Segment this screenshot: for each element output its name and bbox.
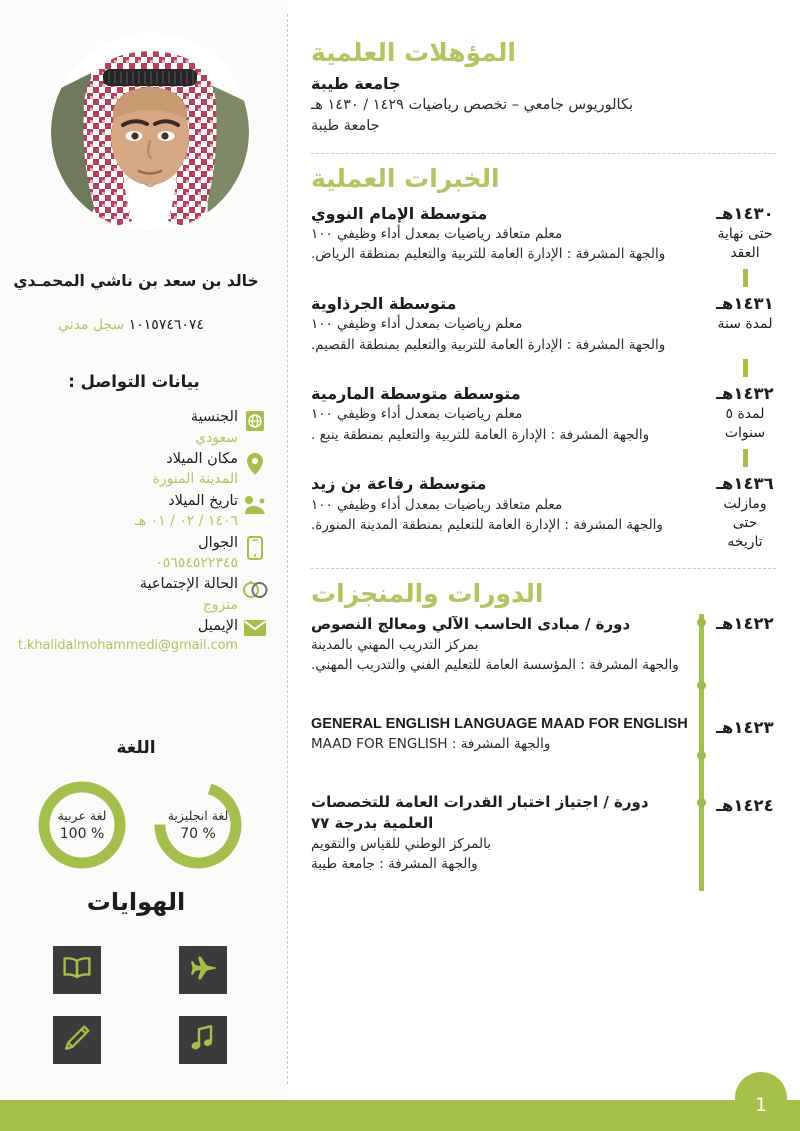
- course-title-en: GENERAL ENGLISH LANGUAGE MAAD FOR ENGLISH: [311, 715, 688, 732]
- education-line: بكالوريوس جامعي – تخصص رياضيات ١٤٢٩ / ١٤٣٠ هـ: [311, 96, 634, 113]
- experience-year: ١٤٣٠هـ: [716, 203, 774, 223]
- contact-label: الجنسية: [190, 409, 238, 425]
- page-number: 1: [735, 1072, 787, 1124]
- civil-id-row: [0, 317, 272, 333]
- contact-item-email: [0, 617, 272, 655]
- course-title: دورة / اجتياز اختبار القدرات العامة للتخصصات العلمية بدرجة ٧٧: [311, 793, 649, 833]
- experience-duration: لمدة سنة: [717, 316, 773, 333]
- contact-label: الجوال: [198, 534, 238, 551]
- experience-line: والجهة المشرفة : الإدارة العامة للتعليم بمنطقة المدينة المنورة.: [311, 516, 663, 533]
- experience-line: معلم رياضيات بمعدل أداء وظيفي ١٠٠: [311, 316, 523, 333]
- experience-title: متوسطة الجرذاوية: [311, 293, 457, 313]
- contact-value: سعودي: [195, 429, 238, 446]
- contact-label: مكان الميلاد: [166, 450, 238, 467]
- course-year: ١٤٢٤هـ: [716, 796, 774, 816]
- course-line: بالمركز الوطني للقياس والتقويم: [311, 836, 491, 853]
- timeline-tick: [714, 449, 776, 467]
- contact-value: متزوج: [202, 597, 238, 613]
- timeline-dot: [697, 618, 706, 627]
- course-line: والجهة المشرفة : جامعة طيبة: [311, 856, 478, 873]
- hobby-tile-music: [179, 1016, 227, 1064]
- course-line: والجهة المشرفة : المؤسسة العامة للتعليم الفني والتدريب المهني.: [311, 657, 679, 674]
- experience-line: معلم رياضيات بمعدل أداء وظيفي ١٠٠: [311, 406, 523, 423]
- profile-photo: [51, 33, 249, 231]
- hobby-tile-reading: [53, 946, 101, 994]
- experience-entry: [311, 293, 776, 355]
- experience-line: معلم متعاقد رياضيات بمعدل أداء وظيفي ١٠٠: [311, 496, 563, 513]
- experience-title: متوسطة الإمام النووي: [311, 203, 488, 223]
- civil-id-value: ١٠١٥٧٤٦٠٧٤: [128, 317, 204, 333]
- wedding-rings-icon: [238, 575, 272, 599]
- timeline-rail: [697, 770, 706, 891]
- column-divider: [287, 14, 288, 1084]
- courses-heading: الدورات والمنجزات: [311, 579, 544, 609]
- contact-item-mobile: [0, 534, 272, 574]
- experience-duration: ومازلت حتى تاريخه: [723, 496, 767, 551]
- timeline-tick: [714, 269, 776, 287]
- course-line: بمركز التدريب المهني بالمدينة: [311, 637, 479, 654]
- contact-label: تاريخ الميلاد: [168, 492, 238, 509]
- contact-label: الحالة الإجتماعية: [139, 576, 238, 593]
- contact-item-marital-status: [0, 575, 272, 615]
- contact-value: t.khalidalmohammedi@gmail.com: [17, 637, 238, 653]
- hobby-tile-writing: [53, 1016, 101, 1064]
- course-entry: [311, 614, 776, 692]
- timeline-dot: [697, 751, 706, 760]
- course-entry: [311, 770, 776, 891]
- course-title: دورة / مبادى الحاسب الآلي ومعالج النصوص: [311, 615, 631, 634]
- timeline-rail: [697, 614, 706, 692]
- language-rings: [0, 778, 280, 872]
- hobby-tile-travel: [179, 946, 227, 994]
- experience-title: متوسطة رفاعة بن زيد: [311, 473, 487, 493]
- language-ring-english: [151, 778, 245, 872]
- language-ring-arabic: [35, 778, 129, 872]
- experience-line: والجهة المشرفة : الإدارة العامة للتربية والتعليم بمنطقة ينبع .: [311, 426, 650, 443]
- experience-duration: لمدة ٥ سنوات: [724, 406, 766, 442]
- contact-item-birthplace: [0, 450, 272, 490]
- experience-heading: الخبرات العملية: [311, 163, 500, 193]
- contact-heading: بيانات التواصل :: [68, 372, 200, 391]
- experience-title: متوسطة متوسطة المارمية: [311, 383, 521, 403]
- education-heading: المؤهلات العلمية: [311, 38, 516, 67]
- contact-item-nationality: [0, 408, 272, 448]
- experience-year: ١٤٣١هـ: [716, 293, 774, 313]
- language-percent: 70 %: [180, 826, 216, 842]
- course-line: والجهة المشرفة : MAAD FOR ENGLISH: [311, 735, 551, 752]
- passport-icon: [238, 408, 272, 432]
- course-year: ١٤٢٣هـ: [716, 717, 774, 737]
- profile-sidebar: [0, 0, 287, 1100]
- civil-id-label: سجل مدني: [58, 317, 125, 333]
- timeline-dot: [697, 798, 706, 807]
- main-content: [287, 0, 800, 1100]
- timeline-rail: [697, 692, 706, 771]
- mobile-phone-icon: [238, 534, 272, 560]
- contact-list: [0, 408, 272, 658]
- contact-value: ٠٥٦٥٤٥٢٢٣٤٥: [155, 555, 238, 572]
- contact-value: المدينة المنورة: [152, 471, 238, 488]
- experience-entry: [311, 203, 776, 265]
- languages-heading: اللغة: [116, 738, 156, 758]
- location-pin-icon: [238, 450, 272, 476]
- portrait-illustration: [51, 33, 249, 231]
- pencil-icon: [63, 1024, 91, 1056]
- experience-line: والجهة المشرفة : الإدارة العامة للتربية والتعليم بمنطقة القصيم.: [311, 336, 666, 353]
- experience-entry: [311, 473, 776, 552]
- music-note-icon: [190, 1024, 216, 1056]
- education-title: جامعة طيبة: [311, 74, 401, 93]
- experience-year: ١٤٣٢هـ: [716, 383, 774, 403]
- timeline-dot: [697, 681, 706, 690]
- book-icon: [62, 956, 92, 984]
- education-section: [287, 0, 800, 137]
- contact-value: ١٤٠٦ / ٠٢ / ٠١ هـ: [134, 513, 238, 530]
- hobbies-grid: [0, 946, 280, 1064]
- baby-icon: [238, 492, 272, 516]
- envelope-icon: [238, 617, 272, 637]
- airplane-icon: [189, 954, 217, 986]
- experience-line: معلم متعاقد رياضيات بمعدل أداء وظيفي ١٠٠: [311, 226, 563, 243]
- language-name: لغة انجليزية: [167, 808, 229, 823]
- course-year: ١٤٢٢هـ: [716, 614, 774, 634]
- language-name: لغة عربية: [57, 808, 107, 823]
- experience-year: ١٤٣٦هـ: [716, 473, 774, 493]
- education-entry: [311, 73, 776, 137]
- experience-entry: [311, 383, 776, 445]
- language-percent: 100 %: [59, 826, 105, 842]
- courses-section: [287, 569, 800, 891]
- education-line: جامعة طيبة: [311, 117, 380, 134]
- contact-item-birthdate: [0, 492, 272, 532]
- hobbies-heading: الهوايات: [86, 888, 186, 916]
- footer-bar: [0, 1100, 800, 1131]
- experience-section: [287, 154, 800, 552]
- experience-line: والجهة المشرفة : الإدارة العامة للتربية والتعليم بمنطقة الرياض.: [311, 246, 666, 263]
- experience-duration: حتى نهاية العقد: [717, 226, 773, 261]
- contact-label: الإيميل: [197, 618, 238, 635]
- course-entry: [311, 692, 776, 771]
- timeline-tick: [714, 359, 776, 377]
- person-name: خالد بن سعد بن ناشي المحمـدي: [13, 272, 259, 290]
